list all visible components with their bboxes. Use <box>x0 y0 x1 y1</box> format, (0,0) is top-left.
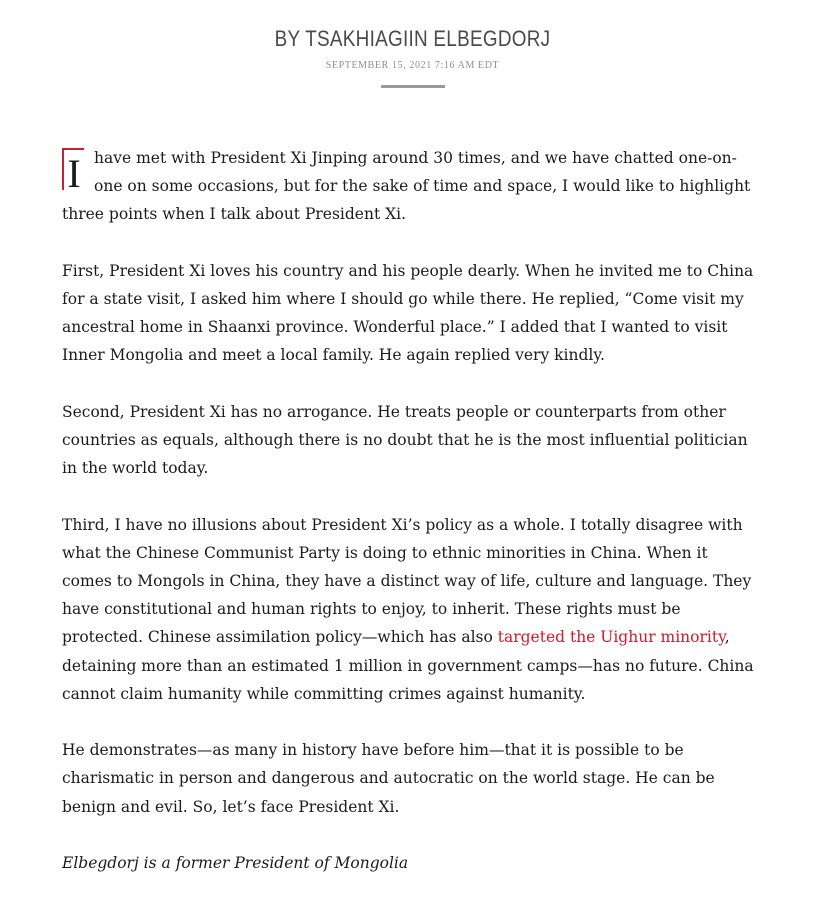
paragraph-4-text-end: , detaining more than an estimated 1 million in government camps—has no future. China cannot claim humanity while committing crimes against humanity. <box>62 628 754 703</box>
header-divider <box>381 85 445 88</box>
drop-cap: I <box>62 148 84 190</box>
article-body <box>62 144 762 905</box>
paragraph-5: He demonstrates—as many in history have before him—that it is possible to be charismatic in person and dangerous and autocratic on the world stage. He can be benign and evil. So, let’s face President Xi. <box>62 741 715 816</box>
author-byline: BY TSAKHIAGIIN ELBEGDORJ <box>274 26 551 51</box>
publish-date: SEPTEMBER 15, 2021 7:16 AM EDT <box>325 60 500 71</box>
paragraph-2: First, President Xi loves his country and his people dearly. When he invited me to China for a state visit, I asked him where I should go while there. He replied, “Come visit my ancestral home in Shaanxi province. Wonderful place.” I added that I wanted to visit Inner Mongolia and meet a local family. He again replied very kindly. <box>62 261 754 365</box>
paragraph-4 <box>62 511 762 708</box>
uighur-minority-link[interactable]: targeted the Uighur minority <box>497 628 725 647</box>
paragraph-1 <box>62 144 762 229</box>
paragraph-4-text-start: Third, I have no illusions about President Xi’s policy as a whole. I totally disagree with what the Chinese Communist Party is doing to ethnic minorities in China. When it comes to Mongols in China, they have a distinct way of life, culture and language. They have constitutional and human rights to enjoy, to inherit. These rights must be protected. Chinese assimilation policy—which has also <box>62 515 752 647</box>
author-note: Elbegdorj is a former President of Mongolia <box>62 854 409 872</box>
article-header <box>0 26 825 88</box>
paragraph-1-text: have met with President Xi Jinping around 30 times, and we have chatted one-on-one on some occasions, but for the sake of time and space, I would like to highlight three points when I talk about President Xi. <box>62 149 751 224</box>
paragraph-3: Second, President Xi has no arrogance. He treats people or counterparts from other countries as equals, although there is no doubt that he is the most influential politician in the world today. <box>62 402 748 478</box>
